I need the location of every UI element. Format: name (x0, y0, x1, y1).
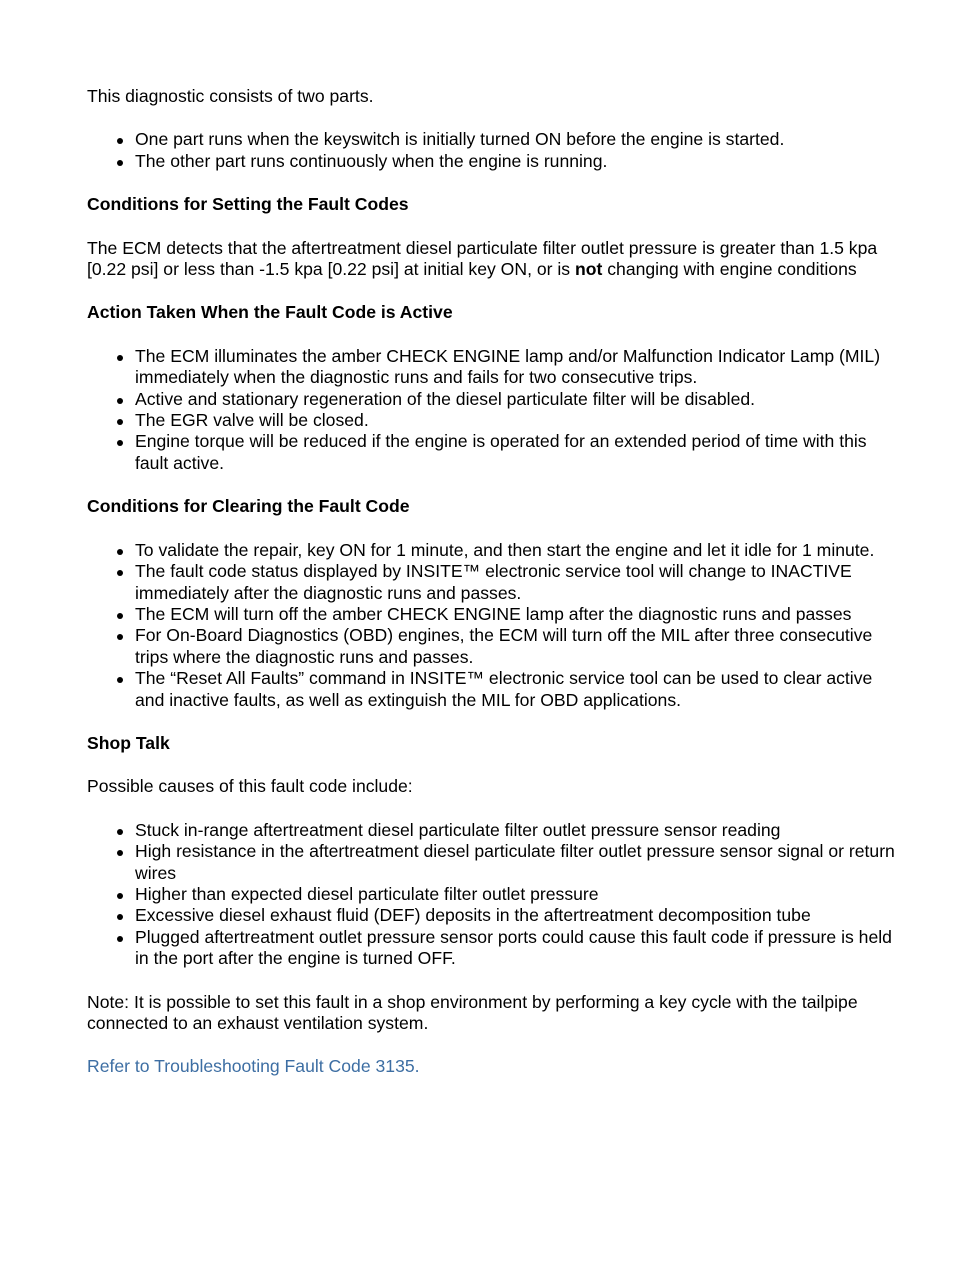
action-heading: Action Taken When the Fault Code is Active (87, 302, 453, 323)
note-text: Note: It is possible to set this fault in a shop environment by performing a key cycle with the tailpipe connected to an exhaust ventilation system. (87, 991, 858, 1033)
list-item: For On-Board Diagnostics (OBD) engines, the ECM will turn off the MIL after three consecutive trips where the diagnostic runs and passes. (135, 625, 897, 668)
action-list (87, 346, 897, 474)
list-item: High resistance in the aftertreatment diesel particulate filter outlet pressure sensor signal or return wires (135, 841, 897, 884)
document-page (87, 86, 897, 1100)
shop-talk-heading: Shop Talk (87, 732, 170, 753)
setting-heading: Conditions for Setting the Fault Codes (87, 194, 409, 215)
list-item: Stuck in-range aftertreatment diesel particulate filter outlet pressure sensor reading (135, 820, 897, 841)
list-item: The ECM will turn off the amber CHECK ENGINE lamp after the diagnostic runs and passes (135, 604, 897, 625)
list-item: Excessive diesel exhaust fluid (DEF) deposits in the aftertreatment decomposition tube (135, 905, 897, 926)
clearing-heading: Conditions for Clearing the Fault Code (87, 496, 410, 517)
shop-talk-intro: Possible causes of this fault code include: (87, 776, 413, 797)
list-item: One part runs when the keyswitch is initially turned ON before the engine is started. (135, 129, 897, 150)
setting-text-before: The ECM detects that the aftertreatment diesel particulate filter outlet pressure is greater than 1.5 kpa [0.22 psi] or less than -1.5 kpa [0.22 psi] at initial key ON, or is (87, 237, 878, 280)
list-item: Higher than expected diesel particulate filter outlet pressure (135, 884, 897, 905)
setting-text-after: changing with engine conditions (602, 259, 857, 280)
list-item: Active and stationary regeneration of the diesel particulate filter will be disabled. (135, 389, 897, 410)
causes-list (87, 820, 897, 970)
list-item: The EGR valve will be closed. (135, 410, 897, 431)
intro-text: This diagnostic consists of two parts. (87, 86, 374, 106)
setting-text (87, 238, 897, 281)
list-item: The other part runs continuously when the engine is running. (135, 151, 897, 172)
list-item: The ECM illuminates the amber CHECK ENGINE lamp and/or Malfunction Indicator Lamp (MIL) immediately when the diagnostic runs and fails for two consecutive trips. (135, 346, 897, 389)
list-item: The “Reset All Faults” command in INSITE™ electronic service tool can be used to clear active and inactive faults, as well as extinguish the MIL for OBD applications. (135, 668, 897, 711)
list-item: The fault code status displayed by INSITE™ electronic service tool will change to INACTIVE immediately after the diagnostic runs and passes. (135, 561, 897, 604)
troubleshooting-link[interactable]: Refer to Troubleshooting Fault Code 3135. (87, 1056, 420, 1077)
list-item: Engine torque will be reduced if the engine is operated for an extended period of time with this fault active. (135, 431, 897, 474)
clearing-list (87, 540, 897, 711)
troubleshooting-link-paragraph (87, 1056, 897, 1077)
list-item: To validate the repair, key ON for 1 minute, and then start the engine and let it idle for 1 minute. (135, 540, 897, 561)
list-item: Plugged aftertreatment outlet pressure sensor ports could cause this fault code if pressure is held in the port after the engine is turned OFF. (135, 927, 897, 970)
parts-list (87, 129, 897, 172)
setting-text-bold: not (574, 259, 603, 280)
